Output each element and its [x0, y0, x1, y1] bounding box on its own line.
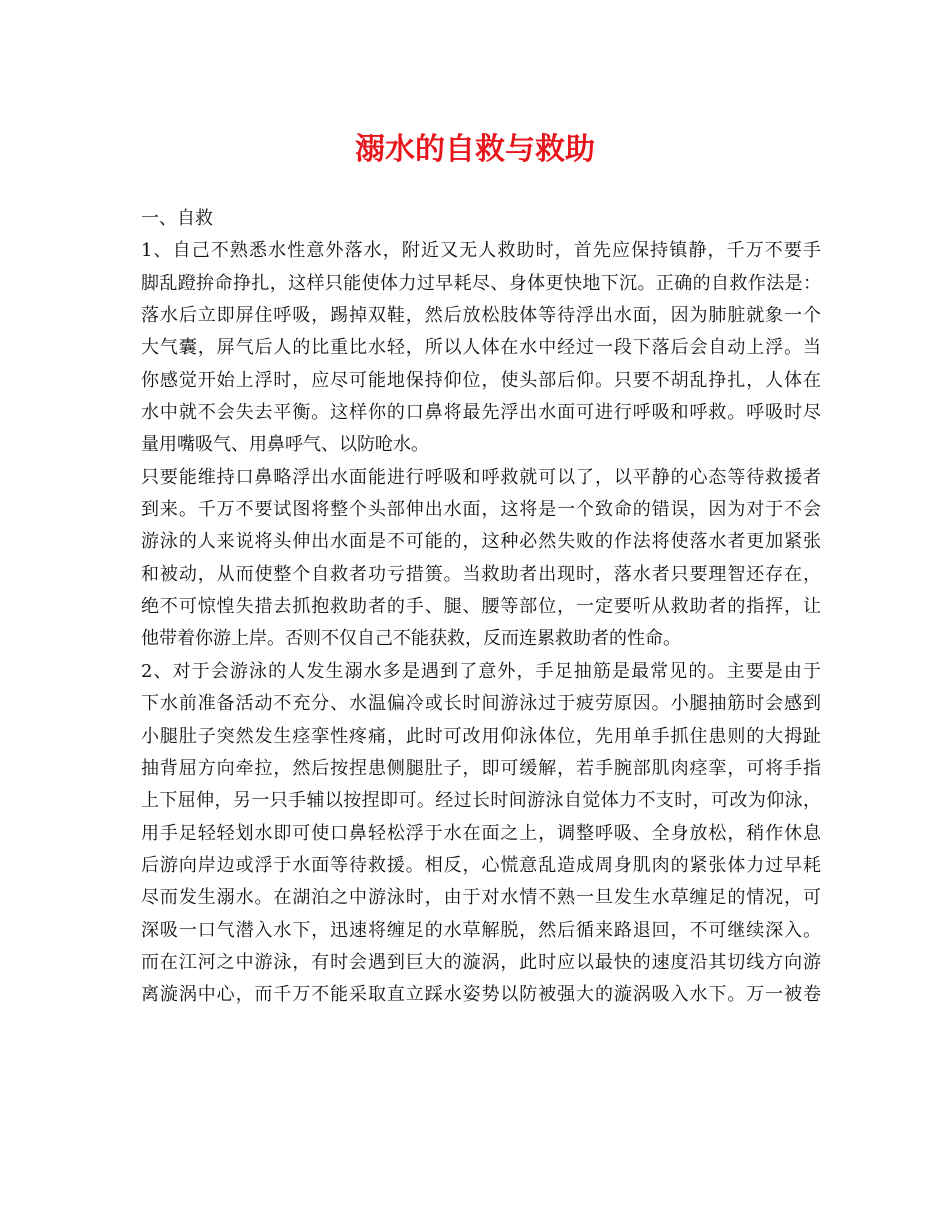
text-line: 2、对于会游泳的人发生溺水多是遇到了意外，手足抽筋是最常见的。主要是由于	[141, 660, 821, 682]
text-line: 游泳的人来说将头伸出水面是不可能的，这种必然失败的作法将使落水者更加紧张	[141, 531, 821, 553]
text-line: 大气囊，屏气后人的比重比水轻，所以人体在水中经过一段下落后会自动上浮。当	[141, 337, 821, 359]
text-line: 他带着你游上岸。否则不仅自己不能获救，反而连累救助者的性命。	[141, 628, 681, 650]
text-line: 只要能维持口鼻略浮出水面能进行呼吸和呼救就可以了，以平静的心态等待救援者	[141, 466, 821, 488]
text-line: 离漩涡中心，而千万不能采取直立踩水姿势以防被强大的漩涡吸入水下。万一被卷	[141, 984, 821, 1006]
text-line: 水中就不会失去平衡。这样你的口鼻将最先浮出水面可进行呼吸和呼救。呼吸时尽	[141, 402, 821, 424]
text-line: 脚乱蹬拚命挣扎，这样只能使体力过早耗尽、身体更快地下沉。正确的自救作法是：	[141, 272, 821, 294]
text-line: 一、自救	[141, 208, 213, 229]
text-line: 后游向岸边或浮于水面等待救援。相反，心慌意乱造成周身肌肉的紧张体力过早耗	[141, 854, 821, 876]
text-line: 小腿肚子突然发生痉挛性疼痛，此时可改用仰泳体位，先用单手抓住患则的大拇趾	[141, 725, 821, 747]
text-line: 你感觉开始上浮时，应尽可能地保持仰位，使头部后仰。只要不胡乱挣扎，人体在	[141, 369, 821, 391]
text-line: 用手足轻轻划水即可使口鼻轻松浮于水在面之上，调整呼吸、全身放松，稍作休息	[141, 822, 821, 844]
text-line: 尽而发生溺水。在湖泊之中游泳时，由于对水情不熟一旦发生水草缠足的情况，可	[141, 887, 821, 909]
text-line: 绝不可惊惶失措去抓抱救助者的手、腿、腰等部位，一定要听从救助者的指挥，让	[141, 596, 821, 618]
text-line: 量用嘴吸气、用鼻呼气、以防呛水。	[141, 434, 429, 456]
text-line: 和被动，从而使整个自救者功亏措篑。当救助者出现时，落水者只要理智还存在，	[141, 563, 821, 585]
text-line: 下水前准备活动不充分、水温偏冷或长时间游泳过于疲劳原因。小腿抽筋时会感到	[141, 693, 821, 715]
text-line: 而在江河之中游泳，有时会遇到巨大的漩涡，此时应以最快的速度沿其切线方向游	[141, 951, 821, 973]
text-line: 深吸一口气潜入水下，迅速将缠足的水草解脱，然后循来路退回，不可继续深入。	[141, 919, 821, 941]
text-line: 上下屈伸，另一只手辅以按捏即可。经过长时间游泳自觉体力不支时，可改为仰泳，	[141, 790, 821, 812]
document-title: 溺水的自救与救助	[355, 132, 595, 167]
text-line: 抽背屈方向牵拉，然后按捏患侧腿肚子，即可缓解，若手腕部肌肉痉挛，可将手指	[141, 757, 821, 779]
text-line: 1、自己不熟悉水性意外落水，附近又无人救助时，首先应保持镇静，千万不要手	[141, 240, 821, 262]
text-line: 到来。千万不要试图将整个头部伸出水面，这将是一个致命的错误，因为对于不会	[141, 499, 821, 521]
document-body	[141, 203, 821, 1012]
text-line: 落水后立即屏住呼吸，踢掉双鞋，然后放松肢体等待浮出水面，因为肺脏就象一个	[141, 305, 821, 327]
